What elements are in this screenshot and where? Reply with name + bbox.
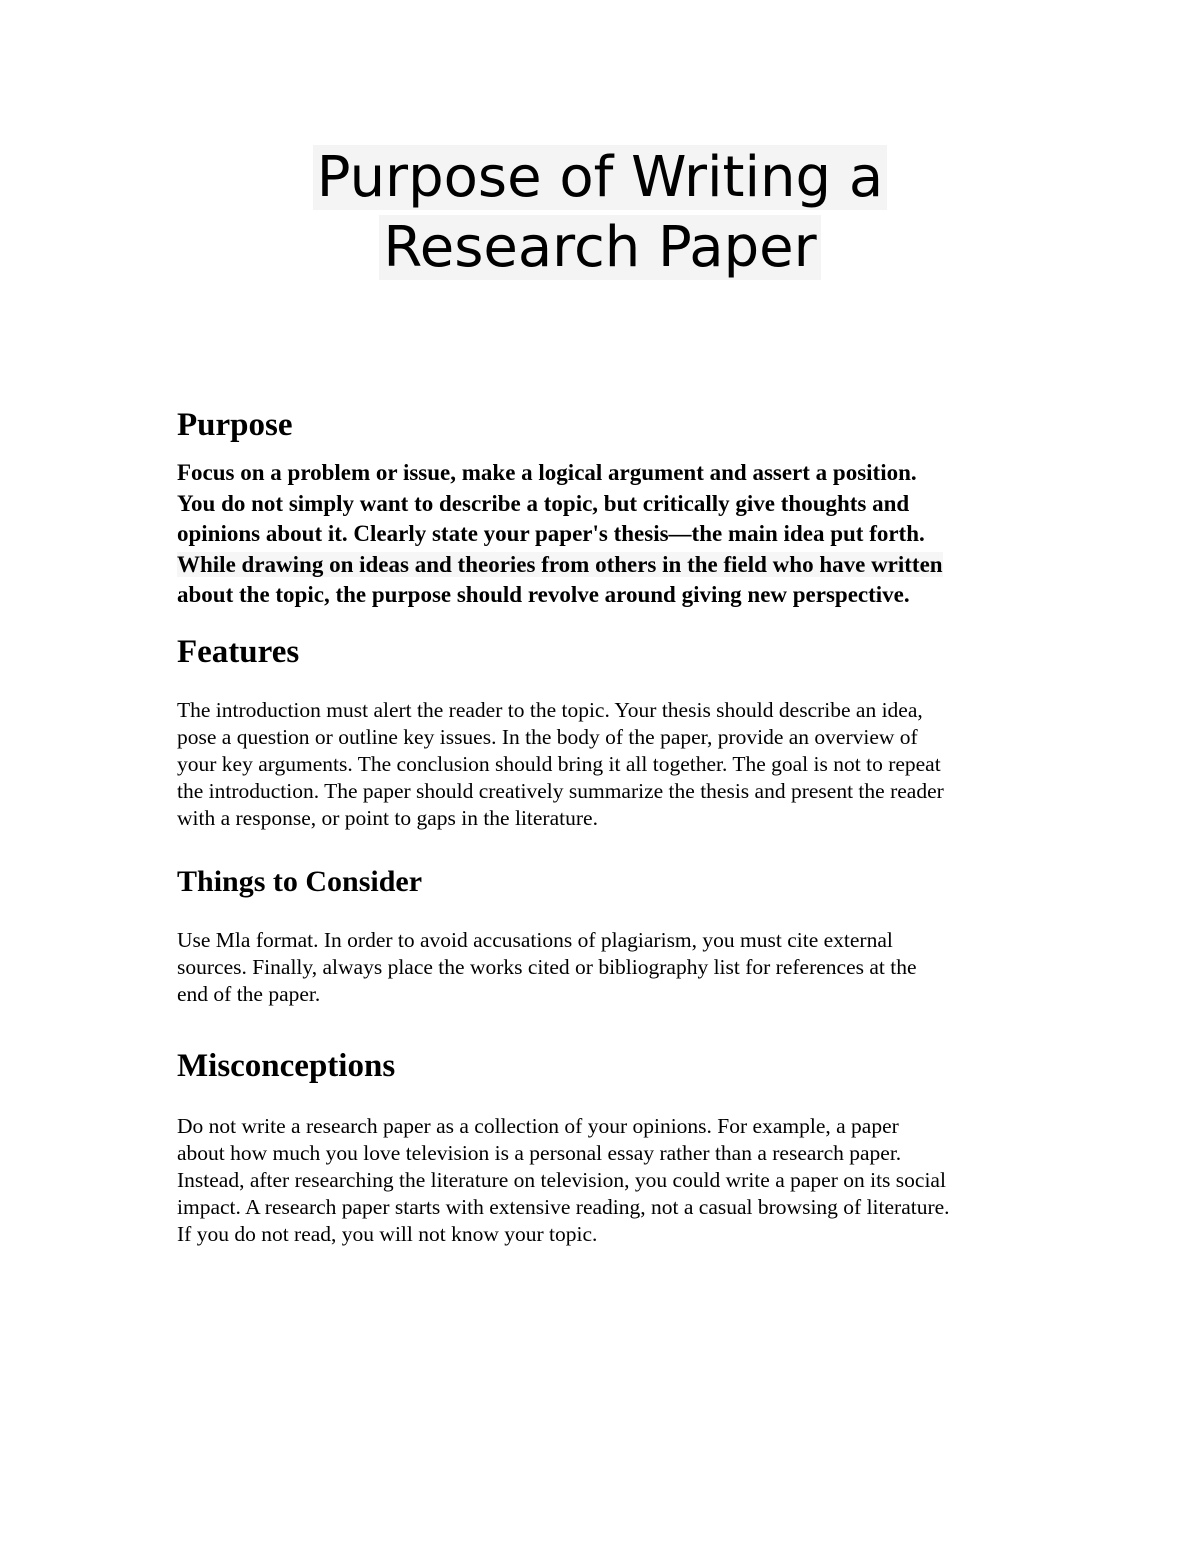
section-features bbox=[177, 632, 1037, 832]
body-line: The introduction must alert the reader to the topic. Your thesis should describe an idea, bbox=[177, 698, 923, 722]
body-line: end of the paper. bbox=[177, 982, 321, 1006]
body-line: Use Mla format. In order to avoid accusations of plagiarism, you must cite external bbox=[177, 928, 893, 952]
body-line: pose a question or outline key issues. In the body of the paper, provide an overview of bbox=[177, 725, 918, 749]
section-body-things-to-consider bbox=[177, 927, 1037, 1008]
document-title bbox=[0, 143, 1200, 283]
body-line: Do not write a research paper as a collection of your opinions. For example, a paper bbox=[177, 1114, 899, 1138]
body-line: with a response, or point to gaps in the literature. bbox=[177, 806, 598, 830]
body-line: the introduction. The paper should creatively summarize the thesis and present the reader bbox=[177, 779, 944, 803]
section-body-purpose bbox=[177, 458, 1037, 611]
body-line: If you do not read, you will not know your topic. bbox=[177, 1222, 598, 1246]
body-line: about how much you love television is a personal essay rather than a research paper. bbox=[177, 1141, 902, 1165]
section-body-misconceptions bbox=[177, 1113, 1037, 1248]
section-misconceptions bbox=[177, 1046, 1037, 1248]
body-line: You do not simply want to describe a topic, but critically give thoughts and bbox=[177, 490, 910, 516]
body-line: Instead, after researching the literature on television, you could write a paper on its social bbox=[177, 1168, 946, 1192]
section-heading-purpose: Purpose bbox=[177, 407, 293, 443]
body-line: about the topic, the purpose should revolve around giving new perspective. bbox=[177, 582, 910, 607]
body-line: sources. Finally, always place the works cited or bibliography list for references at the bbox=[177, 955, 917, 979]
section-purpose bbox=[177, 405, 1037, 611]
title-line-1: Purpose of Writing a bbox=[313, 145, 887, 210]
section-heading-features: Features bbox=[177, 634, 300, 670]
body-line: Focus on a problem or issue, make a logical argument and assert a position. bbox=[177, 460, 917, 485]
section-heading-misconceptions: Misconceptions bbox=[177, 1048, 396, 1084]
body-line: opinions about it. Clearly state your paper's thesis—the main idea put forth. bbox=[177, 521, 925, 546]
body-line: your key arguments. The conclusion should bring it all together. The goal is not to repeat bbox=[177, 752, 941, 776]
section-heading-things-to-consider: Things to Consider bbox=[177, 865, 423, 898]
body-line: While drawing on ideas and theories from others in the field who have written bbox=[177, 551, 943, 577]
section-things-to-consider bbox=[177, 862, 1037, 1008]
body-line: impact. A research paper starts with extensive reading, not a casual browsing of literature. bbox=[177, 1195, 950, 1219]
title-line-2: Research Paper bbox=[379, 215, 820, 280]
section-body-features bbox=[177, 697, 1037, 832]
